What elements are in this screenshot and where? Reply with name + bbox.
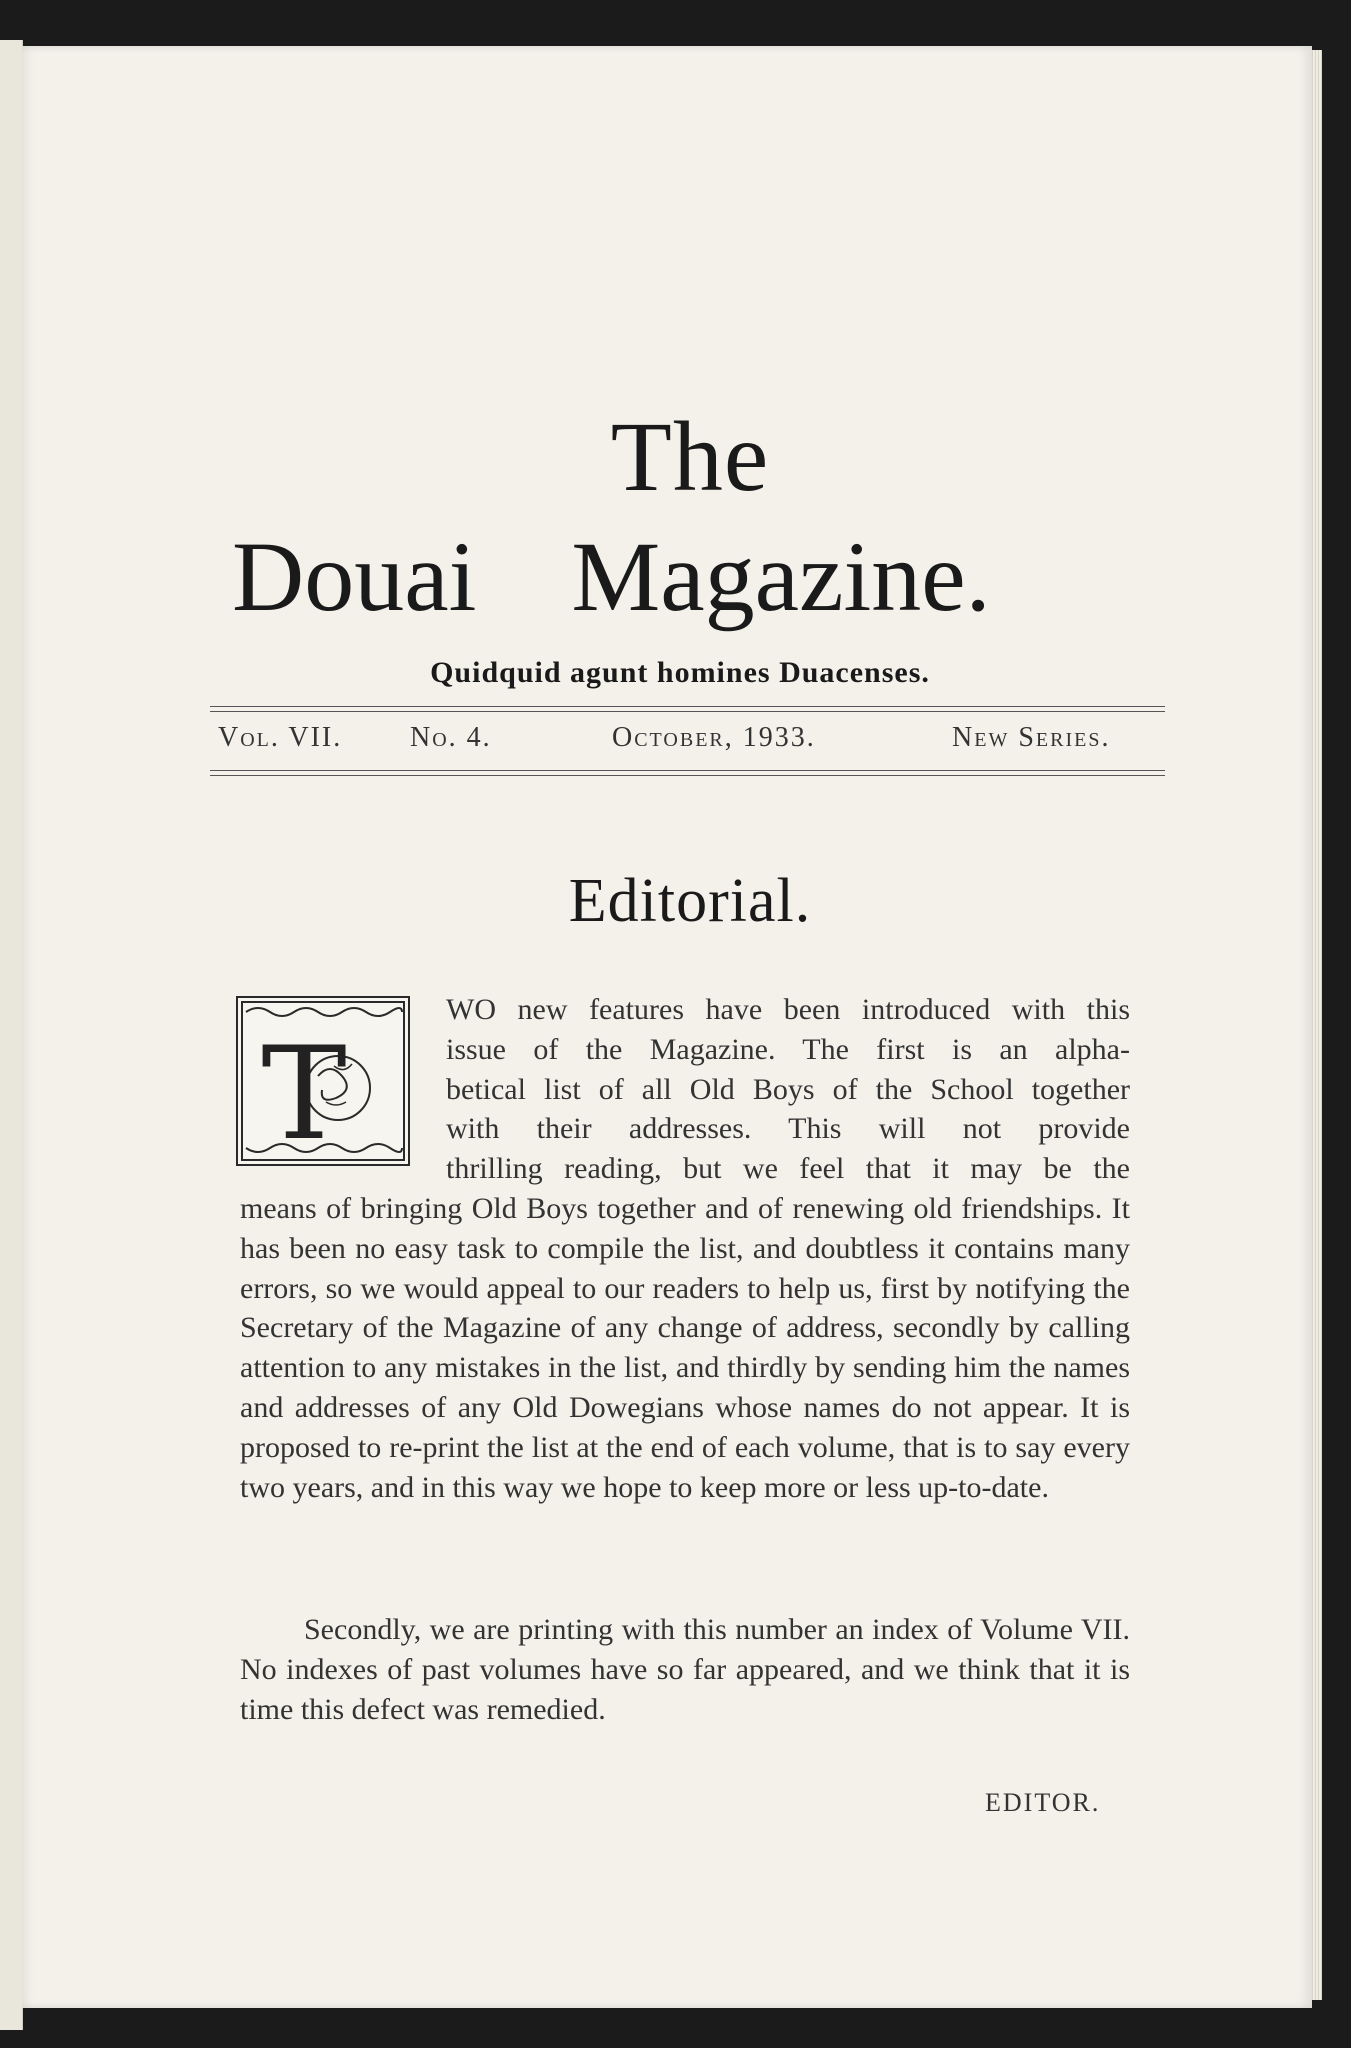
rule-bottom-1 — [210, 770, 1165, 771]
dropcap-wrapped-lines — [446, 990, 1130, 1189]
issue-info-row — [218, 722, 1138, 762]
magazine-title-the: The — [610, 401, 770, 512]
editor-signature: EDITOR. — [985, 1788, 1101, 1817]
paragraph-text: means of bringing Old Boys together and of renewing old friendships. It has been no easy task to compile the list, and doubtless it contains many errors, so we would appeal to our readers to help us, first by notifying the Secretary of the Magazine of any change of address, secondly by calling attention to any mistakes in the list, and thirdly by sending him the names and addresses of any Old Dowegians whose names do not appear. It is proposed to re-print the list at the end of each volume, that is to say every two years, and in this way we hope to keep more or less up-to-date. — [240, 1192, 1130, 1504]
svg-text:T: T — [261, 1020, 347, 1164]
text-line: thrilling reading, but we feel that it may be the — [446, 1152, 1130, 1186]
magazine-motto: Quidquid agunt homines Duacenses. — [430, 656, 930, 689]
paragraph-text: Secondly, we are printing with this number an index of Volume VII. No indexes of past volumes have so far appeared, and we think that it is time this defect was remedied. — [240, 1613, 1130, 1726]
rule-top-2 — [210, 711, 1165, 712]
rule-top-1 — [210, 706, 1165, 707]
ornamental-dropcap — [236, 996, 410, 1166]
text-line: issue of the Magazine. The first is an alpha- — [446, 1032, 1130, 1066]
text-line: WO new features have been introduced with this — [446, 993, 1130, 1026]
page-edges — [1312, 50, 1322, 2000]
series-label: New Series. — [952, 722, 1111, 753]
article-heading: Editorial. — [568, 867, 812, 935]
book-spine — [0, 40, 23, 2030]
rule-bottom-2 — [210, 775, 1165, 776]
dropcap-ornament-icon — [238, 998, 408, 1164]
magazine-title-name: Douai Magazine. — [232, 521, 991, 632]
volume-label: Vol. VII. — [218, 722, 343, 753]
editorial-paragraph-2 — [240, 1610, 1130, 1729]
text-line: with their addresses. This will not provide — [446, 1112, 1130, 1146]
date-label: October, 1933. — [612, 722, 816, 753]
text-line: betical list of all Old Boys of the School together — [446, 1072, 1130, 1106]
number-label: No. 4. — [410, 722, 492, 753]
paragraph-1-continuation — [240, 1189, 1130, 1507]
